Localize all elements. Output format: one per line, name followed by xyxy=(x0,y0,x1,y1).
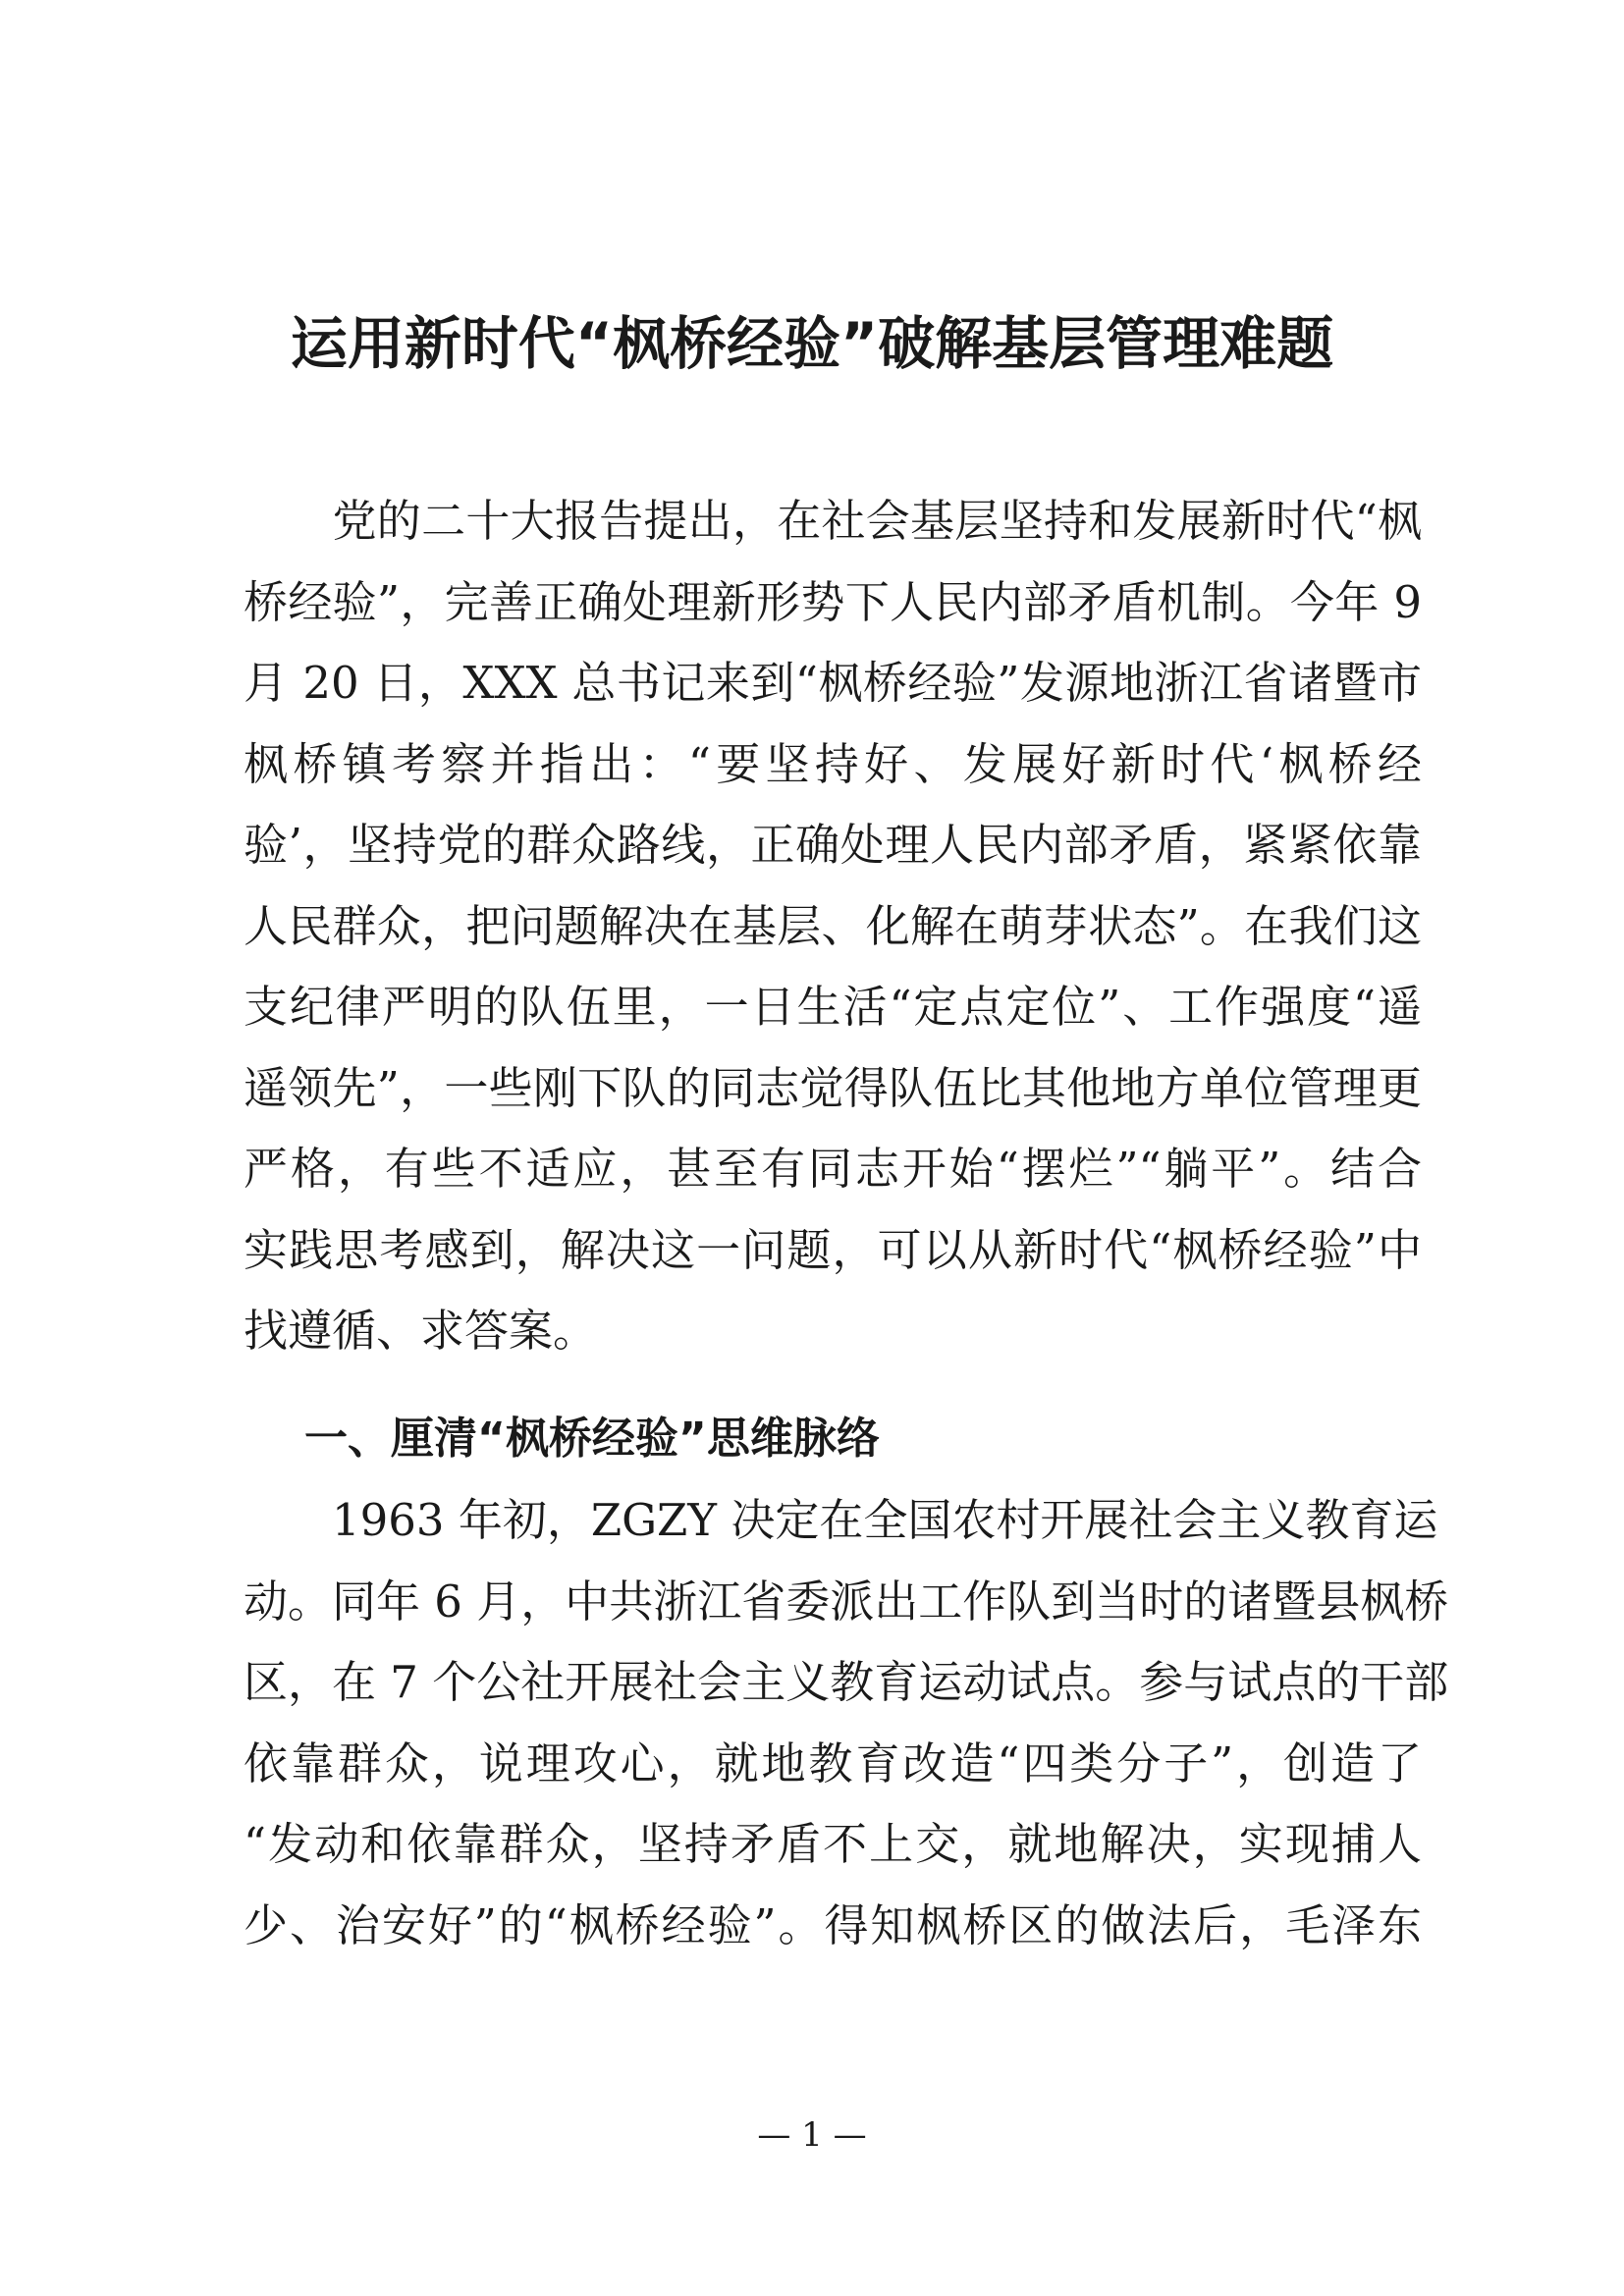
text-line: 少、治安好”的“枫桥经验”。得知枫桥区的做法后，毛泽东 xyxy=(244,1898,1422,1951)
text-line: 枫桥镇考察并指出：“要坚持好、发展好新时代‘枫桥经 xyxy=(244,737,1422,790)
text-line: 依靠群众，说理攻心，就地教育改造“四类分子”，创造了 xyxy=(244,1736,1422,1789)
section-heading: 一、厘清“枫桥经验”思维脉络 xyxy=(304,1414,880,1464)
page-number: — 1 — xyxy=(757,2115,867,2155)
text-line: 月 20 日，XXX 总书记来到“枫桥经验”发源地浙江省诸暨市 xyxy=(244,657,1422,709)
text-line: 人民群众，把问题解决在基层、化解在萌芽状态”。在我们这 xyxy=(244,899,1422,952)
text-line: 支纪律严明的队伍里，一日生活“定点定位”、工作强度“遥 xyxy=(244,981,1422,1033)
text-line: 实践思考感到，解决这一问题，可以从新时代“枫桥经验”中 xyxy=(244,1223,1422,1276)
section-paragraph xyxy=(244,1480,1449,1966)
text-line: 严格，有些不适应，甚至有同志开始“摆烂”“躺平”。结合 xyxy=(244,1143,1422,1195)
text-line: 桥经验”，完善正确处理新形势下人民内部矛盾机制。今年 9 xyxy=(244,575,1422,628)
text-line: 遥领先”，一些刚下队的同志觉得队伍比其他地方单位管理更 xyxy=(244,1061,1422,1114)
text-line: 1963 年初，ZGZY 决定在全国农村开展社会主义教育运 xyxy=(244,1494,1438,1546)
text-line: “发动和依靠群众，坚持矛盾不上交，就地解决，实现捕人 xyxy=(244,1818,1422,1870)
text-line: 区，在 7 个公社开展社会主义教育运动试点。参与试点的干部 xyxy=(244,1656,1449,1708)
text-line: 验’，坚持党的群众路线，正确处理人民内部矛盾，紧紧依靠 xyxy=(244,819,1422,871)
document-title: 运用新时代“枫桥经验”破解基层管理难题 xyxy=(290,310,1334,377)
intro-paragraph xyxy=(244,481,1422,1372)
text-line: 动。同年 6 月，中共浙江省委派出工作队到当时的诸暨县枫桥 xyxy=(244,1575,1449,1628)
text-line: 找遵循、求答案。 xyxy=(244,1305,598,1357)
text-line: 党的二十大报告提出，在社会基层坚持和发展新时代“枫 xyxy=(244,495,1422,547)
